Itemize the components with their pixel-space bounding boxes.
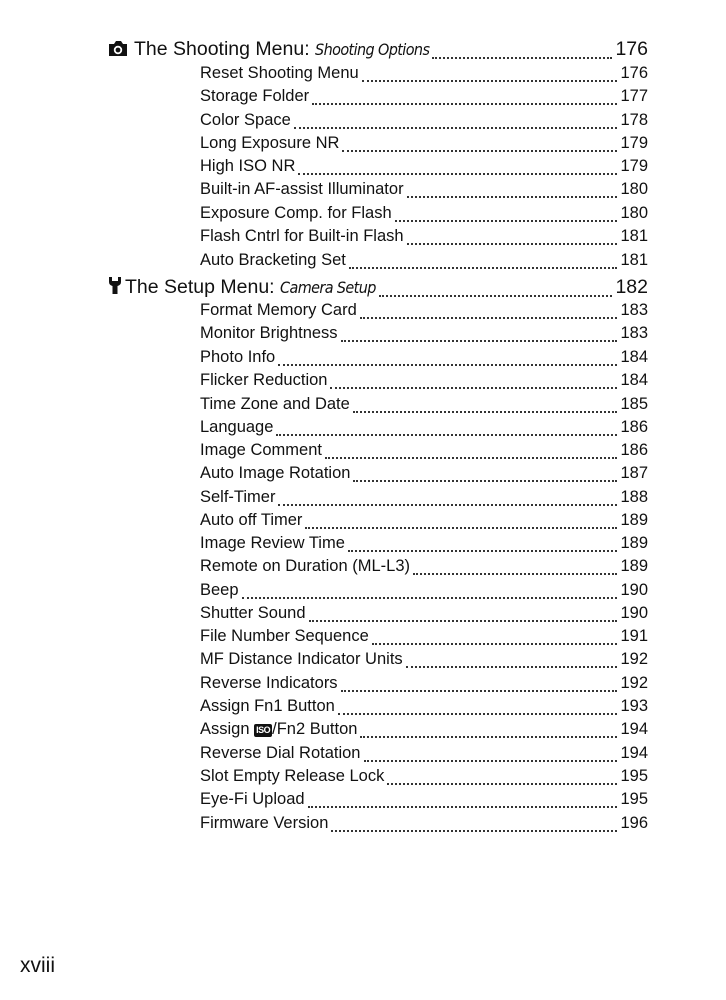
toc-entry[interactable] <box>200 604 648 626</box>
toc-entry[interactable] <box>200 581 648 603</box>
dot-leader <box>305 527 617 529</box>
page-number: 192 <box>620 650 648 668</box>
page-folio: xviii <box>20 954 55 977</box>
entry-label: Exposure Comp. for Flash <box>200 204 392 222</box>
dot-leader <box>395 220 618 222</box>
dot-leader <box>407 243 618 245</box>
entry-label: Auto Bracketing Set <box>200 251 346 269</box>
page-number: 176 <box>620 64 648 82</box>
entry-label: Reverse Dial Rotation <box>200 744 361 762</box>
entry-label <box>200 720 357 739</box>
page-number: 179 <box>620 134 648 152</box>
toc-entry[interactable] <box>200 180 648 202</box>
toc-entry[interactable] <box>200 418 648 440</box>
entry-label: File Number Sequence <box>200 627 369 645</box>
toc-entry[interactable] <box>200 251 648 273</box>
toc-entry[interactable] <box>200 64 648 86</box>
dot-leader <box>349 267 618 269</box>
page-number: 185 <box>620 395 648 413</box>
entry-label: Firmware Version <box>200 814 329 832</box>
toc-entry[interactable] <box>200 744 648 766</box>
dot-leader <box>331 830 617 832</box>
dot-leader <box>298 173 617 175</box>
entry-label: Language <box>200 418 274 436</box>
page-number: 177 <box>620 87 648 105</box>
page-number: 184 <box>620 371 648 389</box>
wrench-icon <box>108 276 122 301</box>
toc-entry[interactable] <box>200 650 648 672</box>
toc-entry[interactable] <box>200 301 648 323</box>
dot-leader <box>353 411 618 413</box>
toc-entry[interactable] <box>200 441 648 463</box>
toc-entry[interactable] <box>200 511 648 533</box>
entry-label: Flicker Reduction <box>200 371 328 389</box>
page-number: 196 <box>620 814 648 832</box>
page-number: 194 <box>620 744 648 762</box>
entry-label-suffix: /Fn2 Button <box>272 720 358 738</box>
page-number: 180 <box>620 204 648 222</box>
page-number: 188 <box>620 488 648 506</box>
entry-label: High ISO NR <box>200 157 296 175</box>
dot-leader <box>325 457 618 459</box>
entry-label: Flash Cntrl for Built-in Flash <box>200 227 404 245</box>
entry-label: Image Comment <box>200 441 322 459</box>
dot-leader <box>387 783 617 785</box>
entry-label: Auto Image Rotation <box>200 464 351 482</box>
page-number: 183 <box>620 324 648 342</box>
dot-leader <box>372 643 618 645</box>
entry-label-prefix: Assign <box>200 720 255 738</box>
dot-leader <box>406 666 618 668</box>
dot-leader <box>294 127 618 129</box>
page-number: 179 <box>620 157 648 175</box>
page-number: 195 <box>620 790 648 808</box>
dot-leader <box>348 550 618 552</box>
toc-entry[interactable] <box>200 464 648 486</box>
toc-entry[interactable] <box>200 627 648 649</box>
dot-leader <box>341 690 618 692</box>
page-number: 183 <box>620 301 648 319</box>
page-number: 190 <box>620 604 648 622</box>
entry-label: Image Review Time <box>200 534 345 552</box>
toc-entry[interactable] <box>200 557 648 579</box>
page-number: 187 <box>620 464 648 482</box>
dot-leader <box>338 713 618 715</box>
entry-label: Photo Info <box>200 348 276 366</box>
toc-entry[interactable] <box>200 697 648 719</box>
page-number: 181 <box>620 227 648 245</box>
dot-leader <box>308 806 618 808</box>
entry-label: Format Memory Card <box>200 301 357 319</box>
dot-leader <box>353 480 617 482</box>
page-number: 184 <box>620 348 648 366</box>
page-number: 191 <box>620 627 648 645</box>
page-number: 181 <box>620 251 648 269</box>
toc-entry[interactable] <box>200 790 648 812</box>
toc-entry[interactable] <box>200 157 648 179</box>
section-subtitle: Shooting Options <box>315 40 430 59</box>
section-title: The Shooting Menu: <box>134 38 310 60</box>
page-number: 194 <box>620 720 648 738</box>
dot-leader <box>341 340 618 342</box>
section-subtitle: Camera Setup <box>280 278 376 297</box>
entry-label: Eye-Fi Upload <box>200 790 305 808</box>
dot-leader <box>330 387 617 389</box>
dot-leader <box>360 736 617 738</box>
entry-label: Reverse Indicators <box>200 674 338 692</box>
section-title: The Setup Menu: <box>125 276 275 298</box>
entry-label: Beep <box>200 581 239 599</box>
page-number: 176 <box>615 38 648 60</box>
section-heading <box>108 276 376 301</box>
page-number: 195 <box>620 767 648 785</box>
toc-entry[interactable] <box>200 720 648 742</box>
toc-entry[interactable] <box>200 134 648 156</box>
dot-leader <box>309 620 618 622</box>
entry-label: Remote on Duration (ML-L3) <box>200 557 411 575</box>
toc-entry[interactable] <box>200 324 648 346</box>
page-number: 192 <box>620 674 648 692</box>
entry-label: Shutter Sound <box>200 604 306 622</box>
toc-entry[interactable] <box>200 111 648 133</box>
toc-entry[interactable] <box>200 87 648 109</box>
toc-entry[interactable] <box>200 395 648 417</box>
entry-label: Assign Fn1 Button <box>200 697 335 715</box>
dot-leader <box>407 196 618 198</box>
toc-section-setup-menu[interactable] <box>108 276 648 302</box>
toc-entry[interactable] <box>200 204 648 226</box>
page-number: 180 <box>620 180 648 198</box>
entry-label: Slot Empty Release Lock <box>200 767 385 785</box>
dot-leader <box>432 57 612 59</box>
camera-icon <box>108 40 128 63</box>
dot-leader <box>362 80 618 82</box>
entry-label: Self-Timer <box>200 488 276 506</box>
entry-label: Monitor Brightness <box>200 324 338 342</box>
dot-leader <box>360 317 618 319</box>
dot-leader <box>312 103 617 105</box>
toc-entry[interactable] <box>200 814 648 836</box>
page-number: 186 <box>620 418 648 436</box>
dot-leader <box>242 597 618 599</box>
entry-label: Built-in AF-assist Illuminator <box>200 180 404 198</box>
entry-label: Storage Folder <box>200 87 310 105</box>
dot-leader <box>278 364 617 366</box>
dot-leader <box>278 504 617 506</box>
page-number: 189 <box>620 534 648 552</box>
dot-leader <box>342 150 617 152</box>
dot-leader <box>413 573 617 575</box>
page-number: 182 <box>615 276 648 298</box>
page-number: 178 <box>620 111 648 129</box>
toc-entry[interactable] <box>200 488 648 510</box>
entry-label: Reset Shooting Menu <box>200 64 359 82</box>
dot-leader <box>379 295 613 297</box>
toc-section-shooting-menu[interactable] <box>108 38 648 64</box>
toc-entry[interactable] <box>200 371 648 393</box>
page-number: 186 <box>620 441 648 459</box>
page-number: 189 <box>620 557 648 575</box>
page-number: 190 <box>620 581 648 599</box>
toc-entry[interactable] <box>200 767 648 789</box>
iso-button-icon: ISO <box>256 725 271 735</box>
entry-label: MF Distance Indicator Units <box>200 650 403 668</box>
toc-entry[interactable] <box>200 534 648 556</box>
entry-label: Auto off Timer <box>200 511 303 529</box>
toc-entry[interactable] <box>200 227 648 249</box>
dot-leader <box>364 760 618 762</box>
toc-entry[interactable] <box>200 674 648 696</box>
entry-label: Time Zone and Date <box>200 395 350 413</box>
entry-label: Color Space <box>200 111 291 129</box>
page-number: 193 <box>620 697 648 715</box>
dot-leader <box>276 434 617 436</box>
entry-label: Long Exposure NR <box>200 134 340 152</box>
toc-entry[interactable] <box>200 348 648 370</box>
section-heading <box>108 38 429 63</box>
page-number: 189 <box>620 511 648 529</box>
